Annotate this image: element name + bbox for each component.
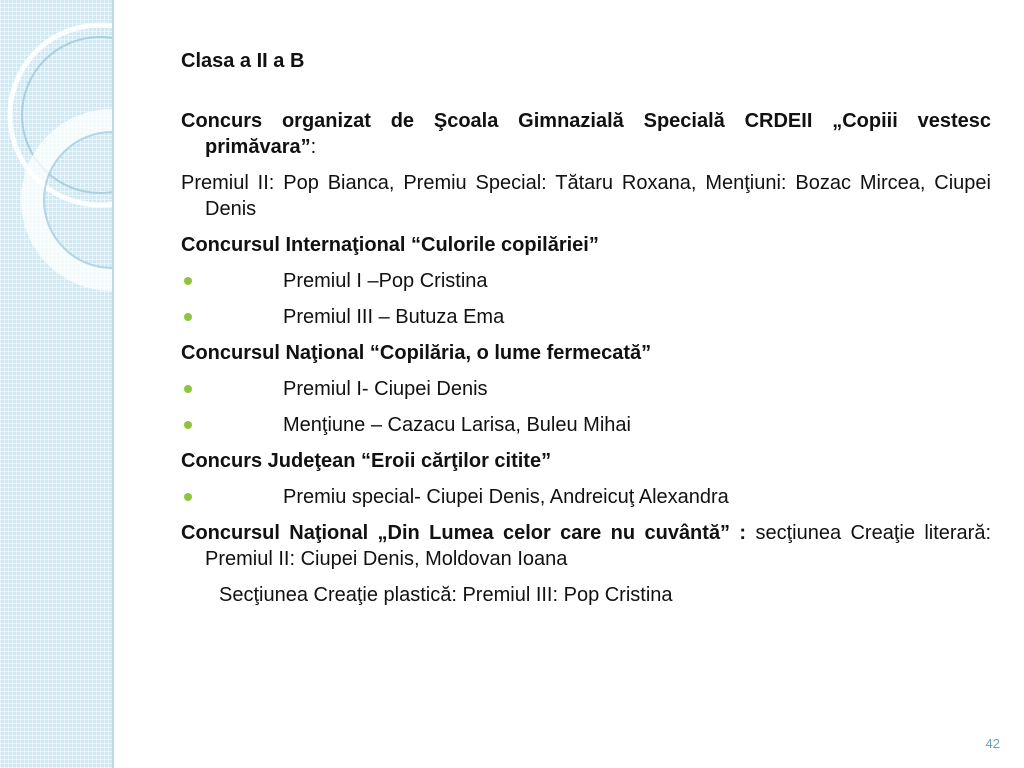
contest-3-heading: Concursul Naţional “Copilăria, o lume fermecată” — [181, 342, 652, 364]
contest-5-plastic: Secţiunea Creaţie plastică: Premiul III: Pop Cristina — [219, 584, 673, 606]
decorative-rings — [0, 0, 112, 768]
slide-content — [181, 48, 991, 608]
contest-2-heading: Concursul Internaţional “Culorile copilăriei” — [181, 234, 599, 256]
contest-1-name: Concurs organizat de Şcoala Gimnazială Specială CRDEII „Copiii vestesc primăvara” — [181, 110, 991, 158]
list-item-text: Premiul III – Butuza Ema — [283, 306, 505, 328]
list-item — [181, 304, 991, 330]
contest-1-results: Premiul II: Pop Bianca, Premiu Special: Tătaru Roxana, Menţiuni: Bozac Mircea, Ciupei Denis — [181, 172, 991, 220]
contest-1-heading — [181, 108, 991, 160]
contest-1-colon: : — [310, 136, 317, 158]
bullet-icon — [184, 277, 192, 285]
bullet-icon — [184, 385, 192, 393]
list-item-text: Premiul I- Ciupei Denis — [283, 378, 488, 400]
slide-title: Clasa a II a B — [181, 50, 305, 72]
contest-5-heading — [181, 520, 991, 572]
contest-5-name: Concursul Naţional „Din Lumea celor care nu cuvântă” : — [181, 522, 747, 544]
list-item-text: Premiul I –Pop Cristina — [283, 270, 488, 292]
list-item-text: Menţiune – Cazacu Larisa, Buleu Mihai — [283, 414, 631, 436]
bullet-icon — [184, 493, 192, 501]
list-item-text: Premiu special- Ciupei Denis, Andreicuţ Alexandra — [283, 486, 729, 508]
bullet-icon — [184, 313, 192, 321]
sidebar-edge — [112, 0, 114, 768]
bullet-icon — [184, 421, 192, 429]
contest-5-literary: secţiunea Creaţie literară: Premiul II: Ciupei Denis, Moldovan Ioana — [205, 522, 992, 570]
list-item — [181, 376, 991, 402]
page-number: 42 — [985, 736, 1000, 751]
list-item — [181, 268, 991, 294]
contest-4-heading: Concurs Judeţean “Eroii cărţilor citite” — [181, 450, 552, 472]
decorative-sidebar — [0, 0, 112, 768]
list-item — [181, 484, 991, 510]
list-item — [181, 412, 991, 438]
